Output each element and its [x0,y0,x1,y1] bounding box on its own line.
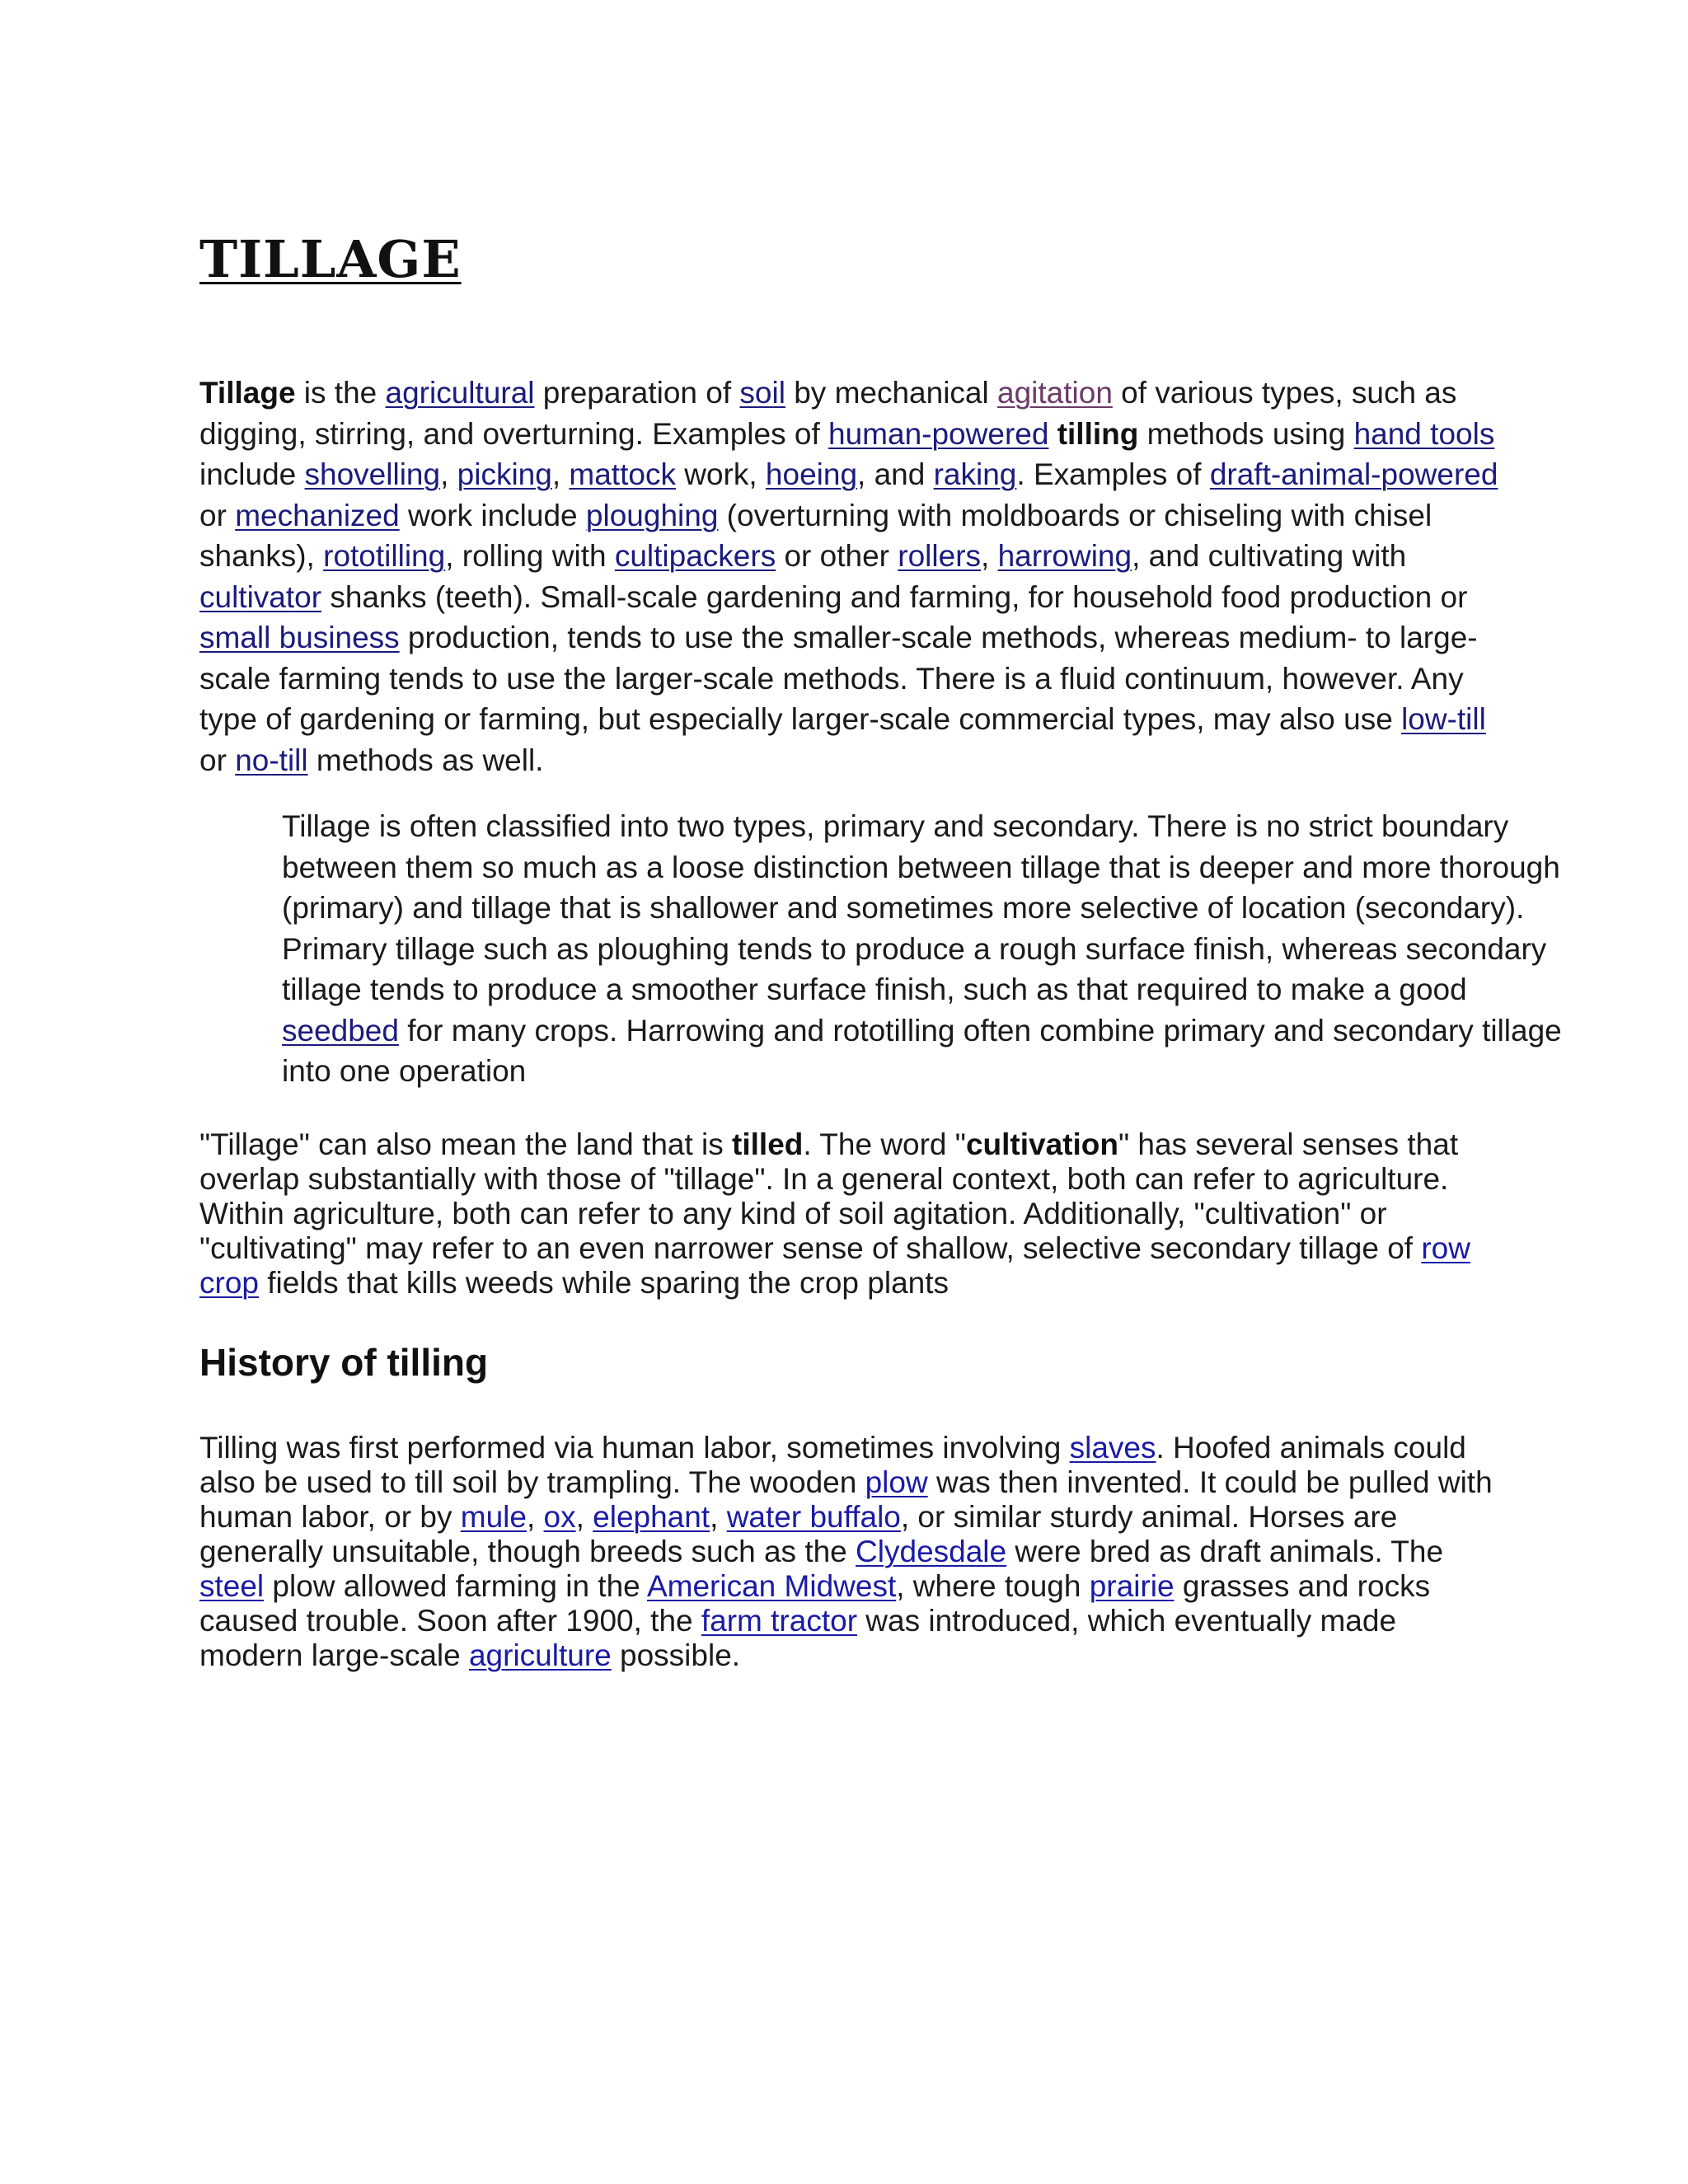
text-run: methods using [1138,416,1354,451]
intro-paragraph [199,373,1502,780]
text-run: production, tends to use the smaller-scale methods, whereas medium- to large-scale farming tends to use the larger-scale methods. There is a fluid continuum, however. Any type of gardening or farming, but especially larger-scale commercial types, may also use [199,621,1478,736]
text-run: was introduced, which eventually made modern large-scale [199,1604,1397,1672]
text-run: or [199,743,236,777]
text-run: or other [776,539,898,573]
link-agriculture[interactable]: agriculture [468,1638,612,1672]
text-run: . Examples of [1016,457,1210,491]
link-mechanized[interactable]: mechanized [235,498,400,532]
text-run: Tilling was first performed via human labor, sometimes involving [199,1431,1070,1465]
text-run: , or similar sturdy animal. Horses are generally unsuitable, though breeds such as the [199,1500,1398,1568]
link-rollers[interactable]: rollers [898,539,982,573]
link-agricultural[interactable]: agricultural [385,376,535,410]
text-run: , and [857,457,934,491]
bold-term: tilled [732,1127,804,1161]
text-run: work, [675,457,766,491]
text-run: fields that kills weeds while sparing the crop plants [258,1266,950,1300]
text-run: or [199,498,236,532]
link-no-till[interactable]: no-till [235,743,308,777]
tillage-types-paragraph [199,806,1584,1092]
link-hoeing[interactable]: hoeing [765,457,858,491]
text-run: plow allowed farming in the [264,1569,647,1603]
link-human-powered[interactable]: human-powered [828,416,1049,451]
text-run: were bred as draft animals. The [1006,1535,1444,1568]
text-run: Tillage is often classified into two types, primary and secondary. There is no strict boundary between them so much as a loose distinction between tillage that is deeper and more thorough (primary) and tillage that is shallower and sometimes more selective of location (secondary). Primary tillage such as ploughing tends to produce a rough surface finish, whereas secondary tillage tends to produce a smoother surface finish, such as that required to make a good [282,809,1560,1006]
link-soil[interactable]: soil [739,376,785,410]
text-run: , where tough [896,1569,1090,1603]
link-plow[interactable]: plow [865,1465,928,1499]
link-row-crop[interactable]: row crop [199,1231,1470,1300]
link-farm-tractor[interactable]: farm tractor [701,1604,858,1638]
link-raking[interactable]: raking [933,457,1017,491]
bold-term: cultivation [965,1127,1118,1161]
text-run: , rolling with [445,539,615,573]
link-harrowing[interactable]: harrowing [997,539,1132,573]
text-run: "Tillage" can also mean the land that is [199,1127,733,1161]
link-ploughing[interactable]: ploughing [585,498,719,532]
history-heading: History of tilling [199,1341,489,1384]
link-draft-animal-powered[interactable]: draft-animal-powered [1209,457,1498,491]
text-run: by mechanical [785,376,998,410]
text-run: , and cultivating with [1132,539,1407,573]
link-shovelling[interactable]: shovelling [304,457,441,491]
link-picking[interactable]: picking [457,457,552,491]
text-run: . The word " [803,1127,966,1161]
text-run: possible. [611,1638,741,1672]
link-slaves[interactable]: slaves [1069,1431,1156,1465]
link-ox[interactable]: ox [543,1500,576,1534]
text-run: . Hoofed animals could also be used to till soil by trampling. The wooden [199,1431,1466,1499]
text-run: grasses and rocks caused trouble. Soon after 1900, the [199,1569,1431,1638]
text-run [1048,417,1057,451]
link-american-midwest[interactable]: American Midwest [646,1569,897,1603]
link-hand-tools[interactable]: hand tools [1353,416,1495,451]
text-run: , [526,1500,544,1534]
text-run: " has several senses that overlap substantially with those of "tillage". In a general context, both can refer to agriculture. Within agriculture, both can refer to any kind of soil agitation. Additionally, "cultivation" or "cultivating" may refer to an even narrower sense of shallow, selective secondary tillage of [199,1127,1459,1265]
text-run: , [575,1500,593,1534]
text-run: include [199,457,305,491]
text-run: , [551,457,570,491]
link-cultipackers[interactable]: cultipackers [614,539,776,573]
text-run: work include [399,498,586,532]
link-prairie[interactable]: prairie [1089,1569,1175,1603]
link-seedbed[interactable]: seedbed [282,1013,399,1047]
text-run: (overturning with moldboards or chiseling with chisel shanks), [199,498,1432,573]
text-run: is the [295,376,386,410]
text-run: shanks (teeth). Small-scale gardening and farming, for household food production or [321,579,1468,614]
text-run: , [440,457,457,491]
link-small-business[interactable]: small business [199,621,400,654]
link-water-buffalo[interactable]: water buffalo [726,1500,901,1534]
text-run: , [981,539,998,573]
text-run: , [710,1500,727,1534]
text-run: methods as well. [307,743,544,777]
bold-term: Tillage [199,376,296,410]
page-title: TILLAGE [199,229,462,289]
link-clydesdale[interactable]: Clydesdale [856,1535,1007,1568]
bold-term: tilling [1057,416,1139,451]
link-elephant[interactable]: elephant [593,1500,710,1534]
link-cultivator[interactable]: cultivator [199,579,322,614]
link-rototilling[interactable]: rototilling [323,539,446,573]
text-run: was then invented. It could be pulled with human labor, or by [199,1465,1493,1534]
link-steel[interactable]: steel [199,1569,265,1603]
history-paragraph [199,1431,1502,1673]
link-low-till[interactable]: low-till [1401,702,1486,736]
text-run: for many crops. Harrowing and rototilling often combine primary and secondary tillage into one operation [282,1013,1562,1088]
link-mattock[interactable]: mattock [569,457,676,491]
text-run: of various types, such as digging, stirring, and overturning. Examples of [199,376,1457,451]
text-run: preparation of [534,376,740,410]
tillage-meaning-paragraph [199,1127,1502,1301]
link-mule[interactable]: mule [460,1500,527,1534]
link-agitation[interactable]: agitation [997,376,1113,410]
